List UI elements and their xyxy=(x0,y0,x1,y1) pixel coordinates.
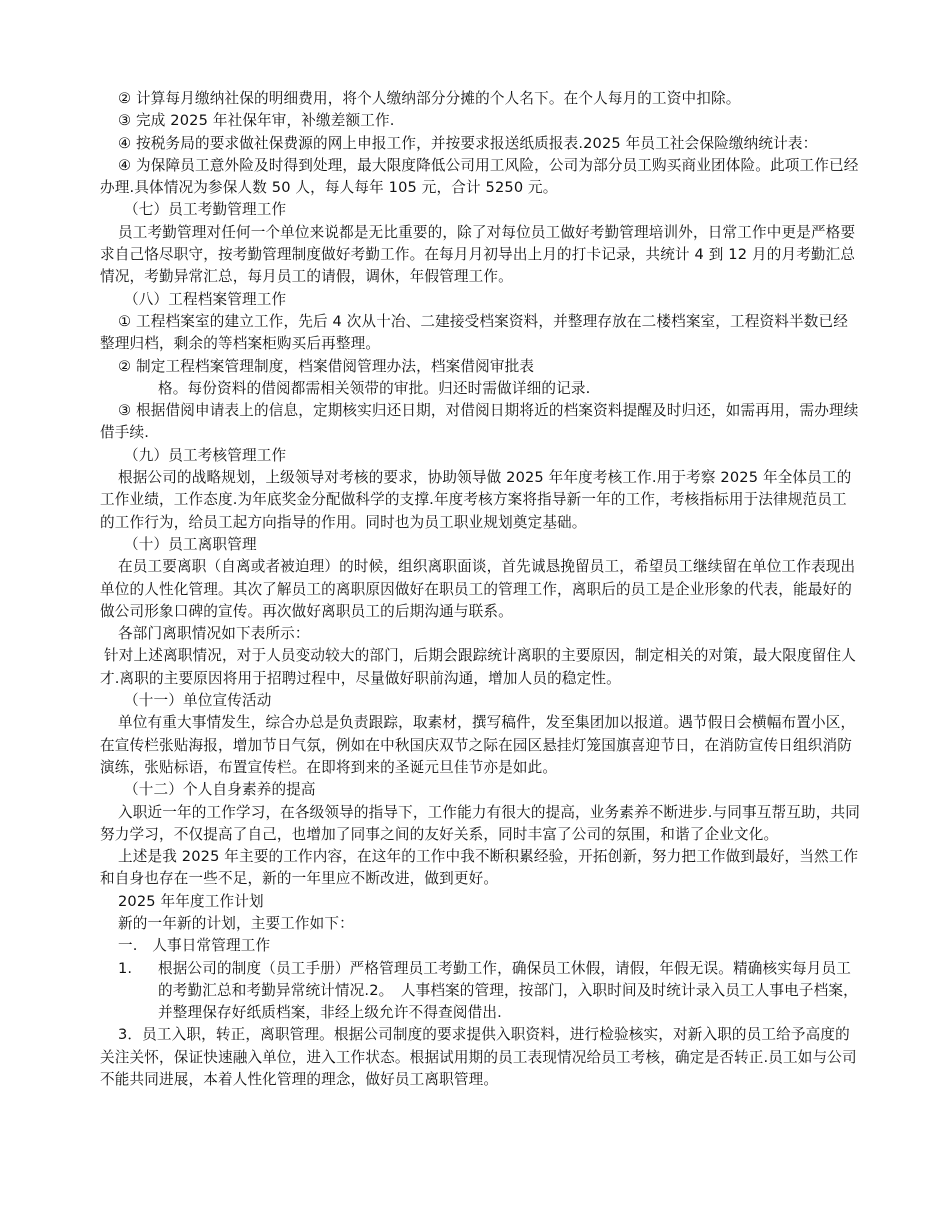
paragraph-onboarding: 3．员工入职，转正，离职管理。根据公司制度的要求提供入职资料，进行检验核实，对新入职的员工给予高度的关注关怀，保证快速融入单位，进入工作状态。根据试用期的员工表现情况给员工考核，确定是否转正.员工如与公司不能共同进展，本着人性化管理的理念，做好员工离职管理。 xyxy=(100,1026,857,1089)
section-heading-self-improvement: （十二）个人自身素养的提高 xyxy=(124,781,316,799)
paragraph-resignation-table-intro: 各部门离职情况如下表所示： xyxy=(118,625,310,643)
plan-item-heading: 一. 人事日常管理工作 xyxy=(118,937,271,955)
list-body-text: 根据公司的制度（员工手册）严格管理员工考勤工作，确保员工休假，请假，年假无误。精确核实每月员工的考勤汇总和考勤异常统计情况.2。 人事档案的管理，按部门，入职时间及时统计录入员工人事电子档案，并整理保存好纸质档案，非经上级允许不得查阅借出. xyxy=(158,959,858,1022)
paragraph-archive-rules-cont: 格。每份资料的借阅都需相关领带的审批。归还时需做详细的记录. xyxy=(158,379,591,397)
paragraph-archive-return: ③ 根据借阅申请表上的信息，定期核实归还日期，对借阅日期将近的档案资料提醒及时归还，如需再用，需办理续借手续. xyxy=(100,402,859,442)
section-heading-engineering-archives: （八）工程档案管理工作 xyxy=(124,290,287,308)
section-heading-attendance: （七）员工考勤管理工作 xyxy=(124,201,287,219)
plan-list-item-1 xyxy=(100,958,860,1025)
paragraph-resignation-measures: 针对上述离职情况，对于人员变动较大的部门，后期会跟踪统计离职的主要原因，制定相关的对策，最大限度留住人才.离职的主要原因将用于招聘过程中，尽量做好职前沟通，增加人员的稳定性。 xyxy=(100,647,856,687)
paragraph-attendance: 员工考勤管理对任何一个单位来说都是无比重要的，除了对每位员工做好考勤管理培训外，日常工作中更是严格要求自己恪尽职守，按考勤管理制度做好考勤工作。在每月月初导出上月的打卡记录，共统计 4 到 12 月的月考勤汇总情况，考勤异常汇总，每月员工的请假，调休，年假管理工作。 xyxy=(100,223,856,286)
paragraph-summary: 上述是我 2025 年主要的工作内容，在这年的工作中我不断积累经验，开拓创新，努力把工作做到最好，当然工作和自身也存在一些不足，新的一年里应不断改进，做到更好。 xyxy=(100,848,859,888)
section-heading-resignation: （十）员工离职管理 xyxy=(124,535,257,553)
paragraph-assessment: 根据公司的战略规划，上级领导对考核的要求，协助领导做 2025 年年度考核工作.用于考察 2025 年全体员工的工作业绩，工作态度.为年底奖金分配做科学的支撑.年度考核方案将指导新一年的工作，考核指标用于法律规范员工的工作行为，给员工起方向指导的作用。同时也为员工职业规划奠定基础。 xyxy=(100,469,852,531)
list-body xyxy=(158,958,860,1025)
paragraph-tax-declaration: ④ 按税务局的要求做社保费源的网上申报工作，并按要求报送纸质报表.2025 年员工社会保险缴纳统计表： xyxy=(118,134,818,152)
paragraph-archive-room: ① 工程档案室的建立工作，先后 4 次从十冶、二建接受档案资料，并整理存放在二楼档案室，工程资料半数已经整理归档，剩余的等档案柜购买后再整理。 xyxy=(100,312,848,353)
paragraph-group-insurance: ④ 为保障员工意外险及时得到处理，最大限度降低公司用工风险，公司为部分员工购买商业团体险。此项工作已经办理.具体情况为参保人数 50 人，每人每年 105 元，合计 5250 元。 xyxy=(100,156,859,197)
document-body xyxy=(100,88,860,1091)
plan-intro: 新的一年新的计划，主要工作如下： xyxy=(118,914,354,932)
paragraph-publicity: 单位有重大事情发生，综合办总是负责跟踪，取素材，撰写稿件，发至集团加以报道。遇节假日会横幅布置小区，在宣传栏张贴海报，增加节日气氛，例如在中秋国庆双节之际在园区悬挂灯笼国旗喜迎节日，在消防宣传日组织消防演练，张贴标语，布置宣传栏。在即将到来的圣诞元旦佳节亦是如此。 xyxy=(100,714,856,776)
section-heading-publicity: （十一）单位宣传活动 xyxy=(124,692,272,710)
paragraph-social-insurance-deduction: ② 计算每月缴纳社保的明细费用，将个人缴纳部分分摊的个人名下。在个人每月的工资中扣除。 xyxy=(118,90,741,107)
plan-title: 2025 年年度工作计划 xyxy=(118,892,264,910)
paragraph-social-insurance-audit: ③ 完成 2025 年社保年审，补缴差额工作. xyxy=(118,112,395,130)
section-heading-assessment: （九）员工考核管理工作 xyxy=(124,446,287,464)
list-number: 1. xyxy=(118,959,133,977)
paragraph-resignation: 在员工要离职（自离或者被迫理）的时候，组织离职面谈，首先诚恳挽留员工，希望员工继续留在单位工作表现出单位的人性化管理。其次了解员工的离职原因做好在职员工的管理工作，离职后的员工是企业形象的代表，能最好的做公司形象口碑的宣传。再次做好离职员工的后期沟通与联系。 xyxy=(100,558,856,620)
paragraph-self-improvement: 入职近一年的工作学习，在各级领导的指导下，工作能力有很大的提高，业务素养不断进步.与同事互帮互助，共同努力学习，不仅提高了自己，也增加了同事之间的友好关系，同时丰富了公司的氛围，和谐了企业文化。 xyxy=(100,803,860,843)
paragraph-archive-rules: ② 制定工程档案管理制度，档案借阅管理办法，档案借阅审批表 xyxy=(118,357,535,375)
